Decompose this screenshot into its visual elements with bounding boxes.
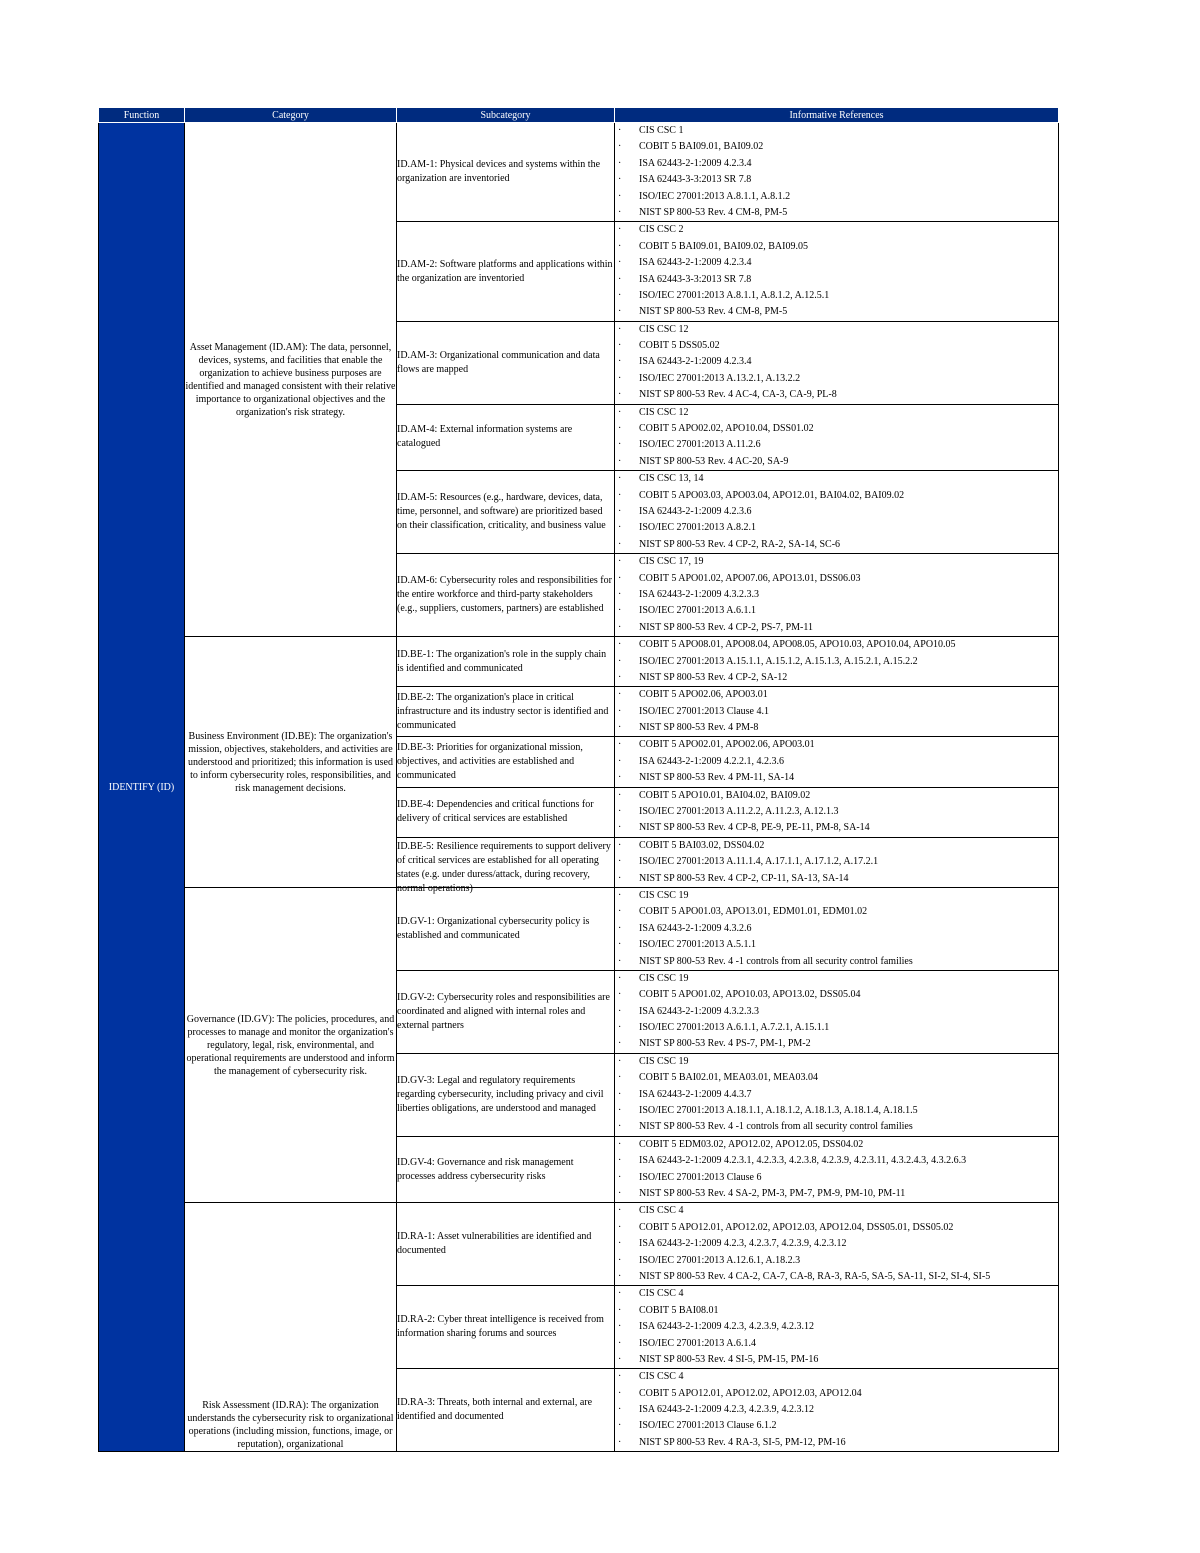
- reference-item: · ISA 62443-2-1:2009 4.2.3, 4.2.3.9, 4.2.3.12: [615, 1402, 1058, 1418]
- reference-item: · NIST SP 800-53 Rev. 4 CP-2, CP-11, SA-13, SA-14: [615, 871, 1058, 887]
- references-cell: [615, 222, 1059, 321]
- reference-item: · COBIT 5 EDM03.02, APO12.02, APO12.05, DSS04.02: [615, 1137, 1058, 1153]
- subcategory-text: ID.AM-3: Organizational communication and data flows are mapped: [397, 349, 600, 375]
- subcategory-text: ID.BE-2: The organization's place in critical infrastructure and its industry sector is identified and communicated: [397, 691, 609, 731]
- reference-list: [615, 1054, 1058, 1136]
- reference-item: · COBIT 5 APO01.02, APO07.06, APO13.01, DSS06.03: [615, 571, 1058, 587]
- references-cell: [615, 1053, 1059, 1136]
- reference-item: · ISO/IEC 27001:2013 A.5.1.1: [615, 937, 1058, 953]
- reference-item: · COBIT 5 APO02.01, APO02.06, APO03.01: [615, 737, 1058, 753]
- subcategory-text: ID.RA-1: Asset vulnerabilities are identified and documented: [397, 1231, 592, 1257]
- reference-item: · CIS CSC 19: [615, 1054, 1058, 1070]
- reference-list: [615, 322, 1058, 404]
- references-cell: [615, 123, 1059, 222]
- framework-sheet: [98, 107, 1058, 1452]
- reference-item: · ISO/IEC 27001:2013 A.8.2.1: [615, 520, 1058, 536]
- reference-list: [615, 1369, 1058, 1451]
- reference-item: · ISA 62443-2-1:2009 4.2.3, 4.2.3.9, 4.2.3.12: [615, 1319, 1058, 1335]
- header-row: [99, 108, 1059, 123]
- reference-list: [615, 554, 1058, 636]
- reference-list: [615, 1203, 1058, 1285]
- reference-list: [615, 838, 1058, 887]
- subcategory-text: ID.BE-3: Priorities for organizational mission, objectives, and activities are established and communicated: [397, 742, 583, 782]
- subcategory-cell: [397, 222, 615, 321]
- reference-item: · ISA 62443-2-1:2009 4.3.2.3.3: [615, 1004, 1058, 1020]
- subcategory-text: ID.BE-4: Dependencies and critical functions for delivery of critical services are established: [397, 799, 594, 825]
- header-subcategory: Subcategory: [397, 108, 615, 123]
- subcategory-text: ID.AM-4: External information systems are catalogued: [397, 424, 573, 450]
- reference-item: · NIST SP 800-53 Rev. 4 SI-5, PM-15, PM-16: [615, 1352, 1058, 1368]
- reference-item: · ISA 62443-2-1:2009 4.2.3.4: [615, 354, 1058, 370]
- table-row: [99, 123, 1059, 222]
- subcategory-text: ID.GV-4: Governance and risk management processes address cybersecurity risks: [397, 1156, 574, 1182]
- reference-item: · CIS CSC 1: [615, 123, 1058, 139]
- reference-item: · COBIT 5 APO10.01, BAI04.02, BAI09.02: [615, 788, 1058, 804]
- reference-item: · NIST SP 800-53 Rev. 4 CP-2, PS-7, PM-11: [615, 620, 1058, 636]
- header-category: Category: [185, 108, 397, 123]
- reference-item: · COBIT 5 BAI03.02, DSS04.02: [615, 838, 1058, 854]
- header-references: Informative References: [615, 108, 1059, 123]
- references-cell: [615, 1369, 1059, 1452]
- reference-list: [615, 788, 1058, 837]
- reference-item: · ISA 62443-2-1:2009 4.3.2.3.3: [615, 587, 1058, 603]
- category-cell: Asset Management (ID.AM): The data, personnel, devices, systems, and facilities that enable the organization to achieve business purposes are identified and managed consistent with their relative importance to organizational objectives and the organization's risk strategy.: [185, 123, 397, 637]
- subcategory-cell: [397, 404, 615, 471]
- reference-item: · ISA 62443-2-1:2009 4.2.3.6: [615, 504, 1058, 520]
- reference-item: · CIS CSC 12: [615, 322, 1058, 338]
- references-cell: [615, 887, 1059, 970]
- reference-item: · ISA 62443-2-1:2009 4.4.3.7: [615, 1087, 1058, 1103]
- subcategory-cell: [397, 837, 615, 894]
- references-cell: [615, 837, 1059, 887]
- reference-item: · NIST SP 800-53 Rev. 4 PM-11, SA-14: [615, 770, 1058, 786]
- reference-list: [615, 637, 1058, 686]
- reference-item: · ISO/IEC 27001:2013 A.6.1.4: [615, 1336, 1058, 1352]
- reference-item: · COBIT 5 APO08.01, APO08.04, APO08.05, APO10.03, APO10.04, APO10.05: [615, 637, 1058, 653]
- references-cell: [615, 970, 1059, 1053]
- subcategory-text: ID.GV-3: Legal and regulatory requirements regarding cybersecurity, including privacy and civil liberties obligations, are understood and managed: [397, 1074, 604, 1114]
- references-cell: [615, 1286, 1059, 1369]
- table-row: [99, 637, 1059, 687]
- reference-item: · CIS CSC 4: [615, 1369, 1058, 1385]
- reference-item: · NIST SP 800-53 Rev. 4 SA-2, PM-3, PM-7, PM-9, PM-10, PM-11: [615, 1186, 1058, 1202]
- reference-item: · NIST SP 800-53 Rev. 4 CP-8, PE-9, PE-11, PM-8, SA-14: [615, 820, 1058, 836]
- subcategory-text: ID.GV-1: Organizational cybersecurity policy is established and communicated: [397, 915, 590, 941]
- reference-list: [615, 971, 1058, 1053]
- reference-item: · NIST SP 800-53 Rev. 4 PM-8: [615, 720, 1058, 736]
- reference-item: · ISO/IEC 27001:2013 A.8.1.1, A.8.1.2: [615, 189, 1058, 205]
- subcategory-cell: [397, 637, 615, 687]
- reference-item: · COBIT 5 APO12.01, APO12.02, APO12.03, APO12.04, DSS05.01, DSS05.02: [615, 1220, 1058, 1236]
- reference-item: · ISA 62443-2-1:2009 4.2.3, 4.2.3.7, 4.2.3.9, 4.2.3.12: [615, 1236, 1058, 1252]
- subcategory-cell: [397, 321, 615, 404]
- reference-item: · NIST SP 800-53 Rev. 4 CP-2, RA-2, SA-14, SC-6: [615, 537, 1058, 553]
- subcategory-text: ID.AM-1: Physical devices and systems within the organization are inventoried: [397, 159, 601, 185]
- references-cell: [615, 554, 1059, 637]
- function-cell: IDENTIFY (ID): [99, 123, 185, 1452]
- reference-list: [615, 405, 1058, 471]
- subcategory-cell: [397, 471, 615, 554]
- reference-item: · COBIT 5 BAI09.01, BAI09.02: [615, 139, 1058, 155]
- category-cell: Business Environment (ID.BE): The organization's mission, objectives, stakeholders, and activities are understood and prioritized; this information is used to inform cybersecurity roles, responsibilities, and risk management decisions.: [185, 637, 397, 888]
- reference-item: · ISO/IEC 27001:2013 Clause 4.1: [615, 704, 1058, 720]
- reference-item: · ISA 62443-3-3:2013 SR 7.8: [615, 272, 1058, 288]
- references-cell: [615, 1136, 1059, 1203]
- subcategory-text: ID.RA-2: Cyber threat intelligence is received from information sharing forums and sources: [397, 1314, 604, 1340]
- reference-item: · NIST SP 800-53 Rev. 4 CM-8, PM-5: [615, 304, 1058, 320]
- subcategory-cell: [397, 1053, 615, 1136]
- reference-list: [615, 1286, 1058, 1368]
- reference-item: · COBIT 5 BAI09.01, BAI09.02, BAI09.05: [615, 239, 1058, 255]
- reference-item: · COBIT 5 APO02.02, APO10.04, DSS01.02: [615, 421, 1058, 437]
- table-body: [99, 123, 1059, 1452]
- subcategory-text: ID.RA-3: Threats, both internal and external, are identified and documented: [397, 1397, 593, 1423]
- references-cell: [615, 637, 1059, 687]
- reference-item: · COBIT 5 APO01.03, APO13.01, EDM01.01, EDM01.02: [615, 904, 1058, 920]
- references-cell: [615, 737, 1059, 787]
- subcategory-cell: [397, 787, 615, 837]
- subcategory-cell: [397, 1136, 615, 1203]
- reference-list: [615, 1137, 1058, 1203]
- reference-item: · ISO/IEC 27001:2013 Clause 6: [615, 1170, 1058, 1186]
- reference-item: · NIST SP 800-53 Rev. 4 RA-3, SI-5, PM-12, PM-16: [615, 1435, 1058, 1451]
- reference-list: [615, 737, 1058, 786]
- reference-list: [615, 222, 1058, 320]
- reference-list: [615, 123, 1058, 221]
- reference-item: · NIST SP 800-53 Rev. 4 CA-2, CA-7, CA-8, RA-3, RA-5, SA-5, SA-11, SI-2, SI-4, SI-5: [615, 1269, 1058, 1285]
- reference-item: · ISO/IEC 27001:2013 A.6.1.1, A.7.2.1, A.15.1.1: [615, 1020, 1058, 1036]
- references-cell: [615, 787, 1059, 837]
- references-cell: [615, 1203, 1059, 1286]
- reference-item: · ISA 62443-3-3:2013 SR 7.8: [615, 172, 1058, 188]
- reference-item: · COBIT 5 BAI02.01, MEA03.01, MEA03.04: [615, 1070, 1058, 1086]
- subcategory-text: ID.GV-2: Cybersecurity roles and responsibilities are coordinated and aligned with internal roles and external partners: [397, 991, 610, 1031]
- reference-item: · ISO/IEC 27001:2013 Clause 6.1.2: [615, 1418, 1058, 1434]
- subcategory-text: ID.AM-5: Resources (e.g., hardware, devices, data, time, personnel, and software) are prioritized based on their classification, criticality, and business value: [397, 492, 606, 532]
- reference-item: · CIS CSC 19: [615, 971, 1058, 987]
- reference-item: · NIST SP 800-53 Rev. 4 AC-20, SA-9: [615, 454, 1058, 470]
- subcategory-cell: [397, 687, 615, 737]
- reference-item: · NIST SP 800-53 Rev. 4 CM-8, PM-5: [615, 205, 1058, 221]
- reference-item: · COBIT 5 APO01.02, APO10.03, APO13.02, DSS05.04: [615, 987, 1058, 1003]
- subcategory-text: ID.BE-5: Resilience requirements to support delivery of critical services are established for all operating states (e.g. under duress/attack, during recovery, normal operations): [397, 840, 611, 894]
- reference-list: [615, 471, 1058, 553]
- reference-item: · ISA 62443-2-1:2009 4.2.3.1, 4.2.3.3, 4.2.3.8, 4.2.3.9, 4.2.3.11, 4.3.2.4.3, 4.3.2.6.3: [615, 1153, 1058, 1169]
- framework-core-table: [98, 107, 1059, 1452]
- reference-item: · NIST SP 800-53 Rev. 4 AC-4, CA-3, CA-9, PL-8: [615, 387, 1058, 403]
- references-cell: [615, 404, 1059, 471]
- subcategory-cell: [397, 970, 615, 1053]
- reference-list: [615, 888, 1058, 970]
- reference-item: · CIS CSC 17, 19: [615, 554, 1058, 570]
- reference-item: · ISO/IEC 27001:2013 A.13.2.1, A.13.2.2: [615, 371, 1058, 387]
- subcategory-cell: [397, 123, 615, 222]
- reference-item: · ISO/IEC 27001:2013 A.8.1.1, A.8.1.2, A.12.5.1: [615, 288, 1058, 304]
- reference-item: · CIS CSC 12: [615, 405, 1058, 421]
- references-cell: [615, 471, 1059, 554]
- reference-item: · COBIT 5 APO03.03, APO03.04, APO12.01, BAI04.02, BAI09.02: [615, 488, 1058, 504]
- reference-item: · ISA 62443-2-1:2009 4.2.2.1, 4.2.3.6: [615, 754, 1058, 770]
- reference-item: · NIST SP 800-53 Rev. 4 CP-2, SA-12: [615, 670, 1058, 686]
- table-row: [99, 887, 1059, 970]
- reference-item: · ISA 62443-2-1:2009 4.2.3.4: [615, 255, 1058, 271]
- reference-item: · ISO/IEC 27001:2013 A.12.6.1, A.18.2.3: [615, 1253, 1058, 1269]
- category-cell: Governance (ID.GV): The policies, procedures, and processes to manage and monitor the organization's regulatory, legal, risk, environmental, and operational requirements are understood and inform the management of cybersecurity risk.: [185, 887, 397, 1202]
- reference-item: · ISO/IEC 27001:2013 A.11.2.2, A.11.2.3, A.12.1.3: [615, 804, 1058, 820]
- reference-item: · NIST SP 800-53 Rev. 4 -1 controls from all security control families: [615, 1119, 1058, 1135]
- reference-item: · CIS CSC 2: [615, 222, 1058, 238]
- reference-item: · COBIT 5 DSS05.02: [615, 338, 1058, 354]
- reference-item: · ISA 62443-2-1:2009 4.3.2.6: [615, 921, 1058, 937]
- header-function: Function: [99, 108, 185, 123]
- subcategory-cell: [397, 1369, 615, 1452]
- reference-item: · ISO/IEC 27001:2013 A.6.1.1: [615, 603, 1058, 619]
- reference-item: · COBIT 5 APO12.01, APO12.02, APO12.03, APO12.04: [615, 1386, 1058, 1402]
- subcategory-cell: [397, 887, 615, 970]
- reference-item: · ISO/IEC 27001:2013 A.11.2.6: [615, 437, 1058, 453]
- reference-item: · NIST SP 800-53 Rev. 4 -1 controls from all security control families: [615, 954, 1058, 970]
- subcategory-text: ID.AM-2: Software platforms and applications within the organization are inventoried: [397, 258, 613, 284]
- subcategory-text: ID.BE-1: The organization's role in the supply chain is identified and communicated: [397, 648, 607, 674]
- reference-item: · CIS CSC 13, 14: [615, 471, 1058, 487]
- reference-item: · CIS CSC 19: [615, 888, 1058, 904]
- subcategory-cell: [397, 1203, 615, 1286]
- references-cell: [615, 321, 1059, 404]
- references-cell: [615, 687, 1059, 737]
- reference-item: · COBIT 5 APO02.06, APO03.01: [615, 687, 1058, 703]
- subcategory-cell: [397, 554, 615, 637]
- reference-item: · CIS CSC 4: [615, 1286, 1058, 1302]
- subcategory-cell: [397, 737, 615, 787]
- reference-item: · NIST SP 800-53 Rev. 4 PS-7, PM-1, PM-2: [615, 1036, 1058, 1052]
- reference-item: · CIS CSC 4: [615, 1203, 1058, 1219]
- subcategory-text: ID.AM-6: Cybersecurity roles and responsibilities for the entire workforce and third-party stakeholders (e.g., suppliers, customers, partners) are established: [397, 575, 612, 615]
- subcategory-cell: [397, 1286, 615, 1369]
- reference-item: · ISO/IEC 27001:2013 A.11.1.4, A.17.1.1, A.17.1.2, A.17.2.1: [615, 854, 1058, 870]
- category-cell: Risk Assessment (ID.RA): The organization understands the cybersecurity risk to organizational operations (including mission, functions, image, or reputation), organizational: [185, 1203, 397, 1452]
- reference-item: · ISO/IEC 27001:2013 A.18.1.1, A.18.1.2, A.18.1.3, A.18.1.4, A.18.1.5: [615, 1103, 1058, 1119]
- reference-item: · ISA 62443-2-1:2009 4.2.3.4: [615, 156, 1058, 172]
- table-row: [99, 1203, 1059, 1286]
- reference-item: · COBIT 5 BAI08.01: [615, 1303, 1058, 1319]
- reference-list: [615, 687, 1058, 736]
- reference-item: · ISO/IEC 27001:2013 A.15.1.1, A.15.1.2, A.15.1.3, A.15.2.1, A.15.2.2: [615, 654, 1058, 670]
